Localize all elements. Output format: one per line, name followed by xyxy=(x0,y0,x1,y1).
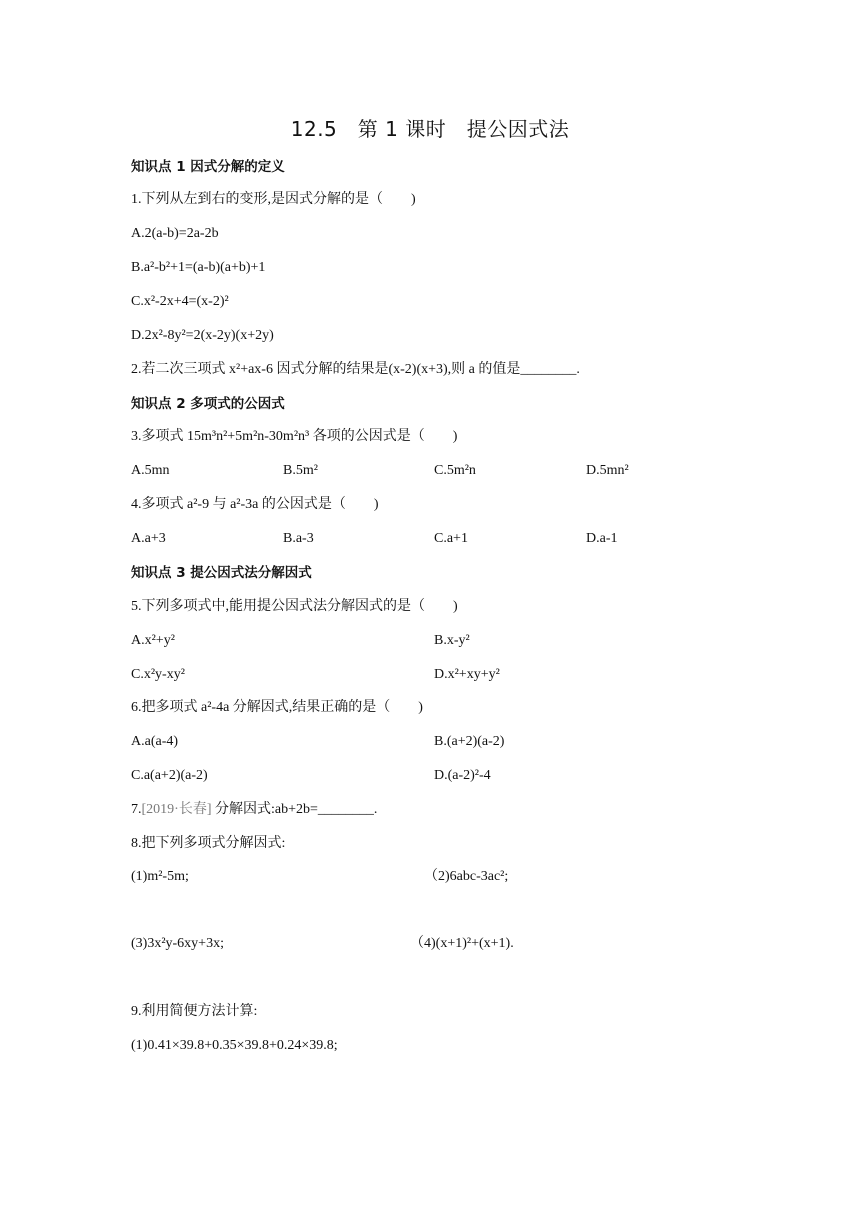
question-5-option-c: C.x²y-xy² xyxy=(131,667,185,682)
page-title: 12.5 第 1 课时 提公因式法 xyxy=(290,117,570,141)
question-6-option-a: A.a(a-4) xyxy=(131,734,179,749)
question-3-option-d: D.5mn² xyxy=(586,463,629,478)
question-3-option-b: B.5m² xyxy=(283,463,318,478)
question-5-stem: 5.下列多项式中,能用提公因式法分解因式的是（ ) xyxy=(131,599,458,614)
question-5-option-d: D.x²+xy+y² xyxy=(434,667,500,682)
question-4-option-a: A.a+3 xyxy=(131,531,166,546)
question-7-stem: 分解因式:ab+2b=________. xyxy=(211,802,378,817)
question-8-part-3: (3)3x²y-6xy+3x; xyxy=(131,936,224,951)
question-7 xyxy=(131,800,377,820)
question-7-source: [2019·长春] xyxy=(141,802,212,817)
question-4-stem: 4.多项式 a²-9 与 a²-3a 的公因式是（ ) xyxy=(131,497,379,512)
question-4-option-c: C.a+1 xyxy=(434,531,468,546)
question-9-stem: 9.利用简便方法计算: xyxy=(131,1004,258,1019)
question-5-option-a: A.x²+y² xyxy=(131,633,175,648)
question-9-part-1: (1)0.41×39.8+0.35×39.8+0.24×39.8; xyxy=(131,1038,338,1053)
question-4-option-b: B.a-3 xyxy=(283,531,314,546)
section-heading-2: 知识点 2 多项式的公因式 xyxy=(131,396,285,412)
question-6-stem: 6.把多项式 a²-4a 分解因式,结果正确的是（ ) xyxy=(131,700,423,715)
question-3-option-c: C.5m²n xyxy=(434,463,476,478)
question-1-stem: 1.下列从左到右的变形,是因式分解的是（ ) xyxy=(131,192,416,207)
question-6-option-c: C.a(a+2)(a-2) xyxy=(131,768,208,783)
question-2-stem: 2.若二次三项式 x²+ax-6 因式分解的结果是(x-2)(x+3),则 a 的值是________. xyxy=(131,362,580,377)
question-1-option-c: C.x²-2x+4=(x-2)² xyxy=(131,294,229,309)
question-8-part-1: (1)m²-5m; xyxy=(131,869,189,884)
section-heading-3: 知识点 3 提公因式法分解因式 xyxy=(131,565,312,581)
question-8-part-4: （4)(x+1)²+(x+1). xyxy=(410,936,514,951)
question-5-option-b: B.x-y² xyxy=(434,633,470,648)
question-1-option-a: A.2(a-b)=2a-2b xyxy=(131,226,219,241)
question-4-option-d: D.a-1 xyxy=(586,531,618,546)
question-6-option-b: B.(a+2)(a-2) xyxy=(434,734,505,749)
question-8-stem: 8.把下列多项式分解因式: xyxy=(131,836,286,851)
question-7-number: 7. xyxy=(131,802,142,817)
question-8-part-2: （2)6abc-3ac²; xyxy=(424,869,509,884)
question-1-option-b: B.a²-b²+1=(a-b)(a+b)+1 xyxy=(131,260,266,275)
section-heading-1: 知识点 1 因式分解的定义 xyxy=(131,159,285,175)
question-1-option-d: D.2x²-8y²=2(x-2y)(x+2y) xyxy=(131,328,274,343)
question-3-option-a: A.5mn xyxy=(131,463,170,478)
question-6-option-d: D.(a-2)²-4 xyxy=(434,768,491,783)
question-3-stem: 3.多项式 15m³n²+5m²n-30m²n³ 各项的公因式是（ ) xyxy=(131,429,458,444)
